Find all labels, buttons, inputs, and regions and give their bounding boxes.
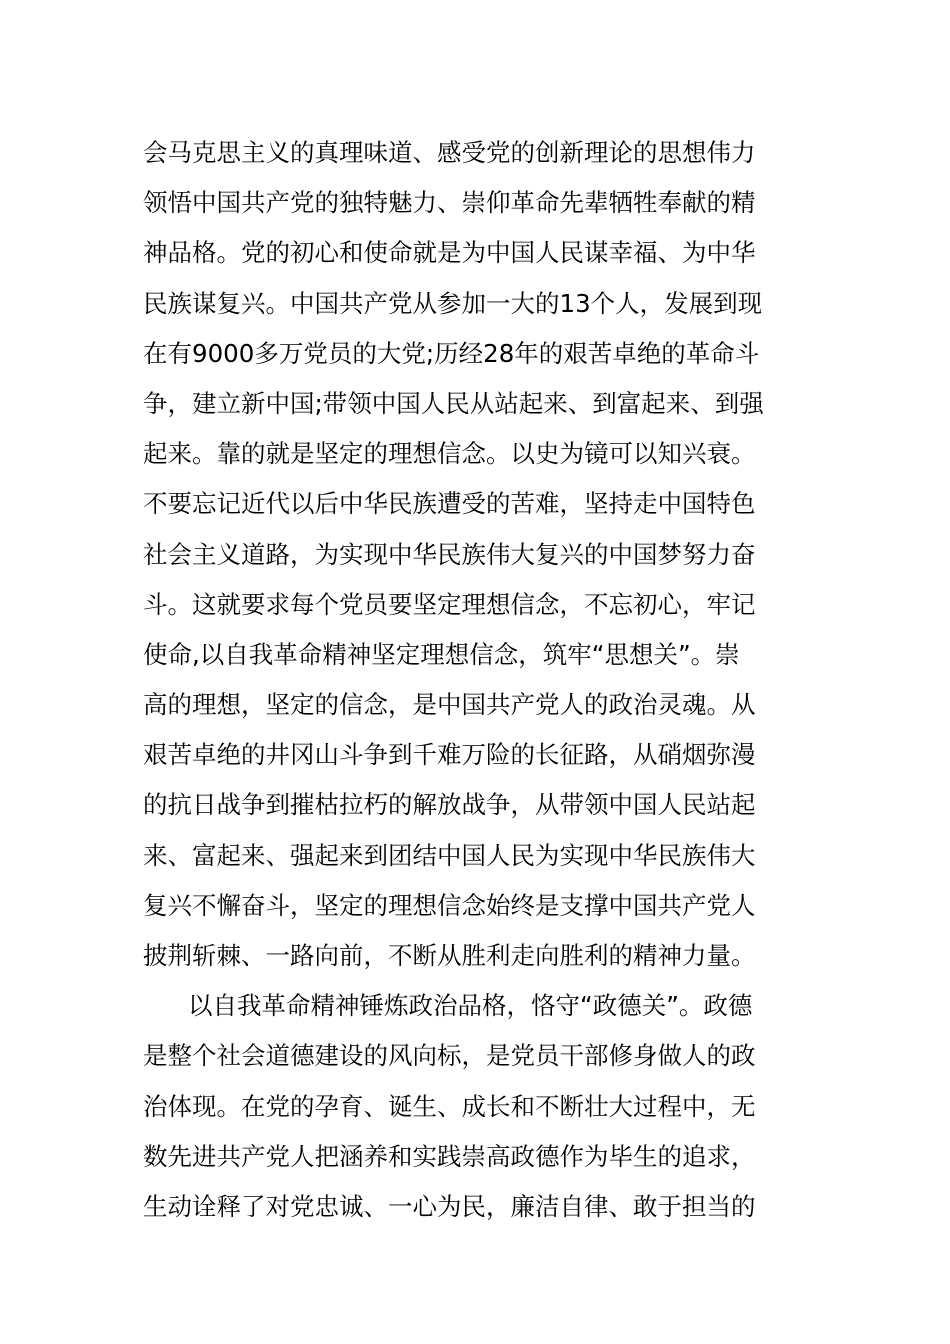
- text-line: 起来。靠的就是坚定的理想信念。以史为镜可以知兴衰。: [143, 439, 756, 469]
- text-line: 在有9000多万党员的大党;历经28年的艰苦卓绝的革命斗: [143, 338, 760, 368]
- text-line: 使命,以自我革命精神坚定理想信念，筑牢“思想关”。崇: [143, 639, 740, 669]
- text-line: 争，建立新中国;带领中国人民从站起来、到富起来、到强: [143, 388, 764, 418]
- text-line: 数先进共产党人把涵养和实践崇高政德作为毕生的追求，: [143, 1141, 756, 1171]
- text-line: 会马克思主义的真理味道、感受党的创新理论的思想伟力: [143, 138, 756, 167]
- text-line: 领悟中国共产党的独特魅力、崇仰革命先辈牺牲奉献的精: [143, 188, 756, 218]
- text-line: 的抗日战争到摧枯拉朽的解放战争，从带领中国人民站起: [143, 790, 756, 820]
- text-line: 披荆斩棘、一路向前，不断从胜利走向胜利的精神力量。: [143, 941, 756, 970]
- text-line: 治体现。在党的孕育、诞生、成长和不断壮大过程中，无: [143, 1091, 756, 1121]
- body-text: [143, 128, 815, 1232]
- text-line: 神品格。党的初心和使命就是为中国人民谋幸福、为中华: [143, 238, 756, 268]
- text-line: 斗。这就要求每个党员要坚定理想信念，不忘初心，牢记: [143, 589, 756, 619]
- text-line: 生动诠释了对党忠诚、一心为民，廉洁自律、敢于担当的: [143, 1191, 756, 1221]
- paragraph-start-line: 以自我革命精神锤炼政治品格，恪守“政德关”。政德: [188, 991, 753, 1021]
- text-line: 复兴不懈奋斗，坚定的理想信念始终是支撑中国共产党人: [143, 890, 756, 920]
- text-line: 不要忘记近代以后中华民族遭受的苦难，坚持走中国特色: [143, 489, 756, 519]
- text-line: 来、富起来、强起来到团结中国人民为实现中华民族伟大: [143, 840, 756, 870]
- text-line: 社会主义道路，为实现中华民族伟大复兴的中国梦努力奋: [143, 539, 756, 569]
- text-line: 艰苦卓绝的井冈山斗争到千难万险的长征路，从硝烟弥漫: [143, 740, 756, 770]
- text-line: 民族谋复兴。中国共产党从参加一大的13个人，发展到现: [143, 288, 763, 318]
- text-line: 是整个社会道德建设的风向标，是党员干部修身做人的政: [143, 1041, 756, 1071]
- text-line: 高的理想，坚定的信念，是中国共产党人的政治灵魂。从: [143, 690, 756, 720]
